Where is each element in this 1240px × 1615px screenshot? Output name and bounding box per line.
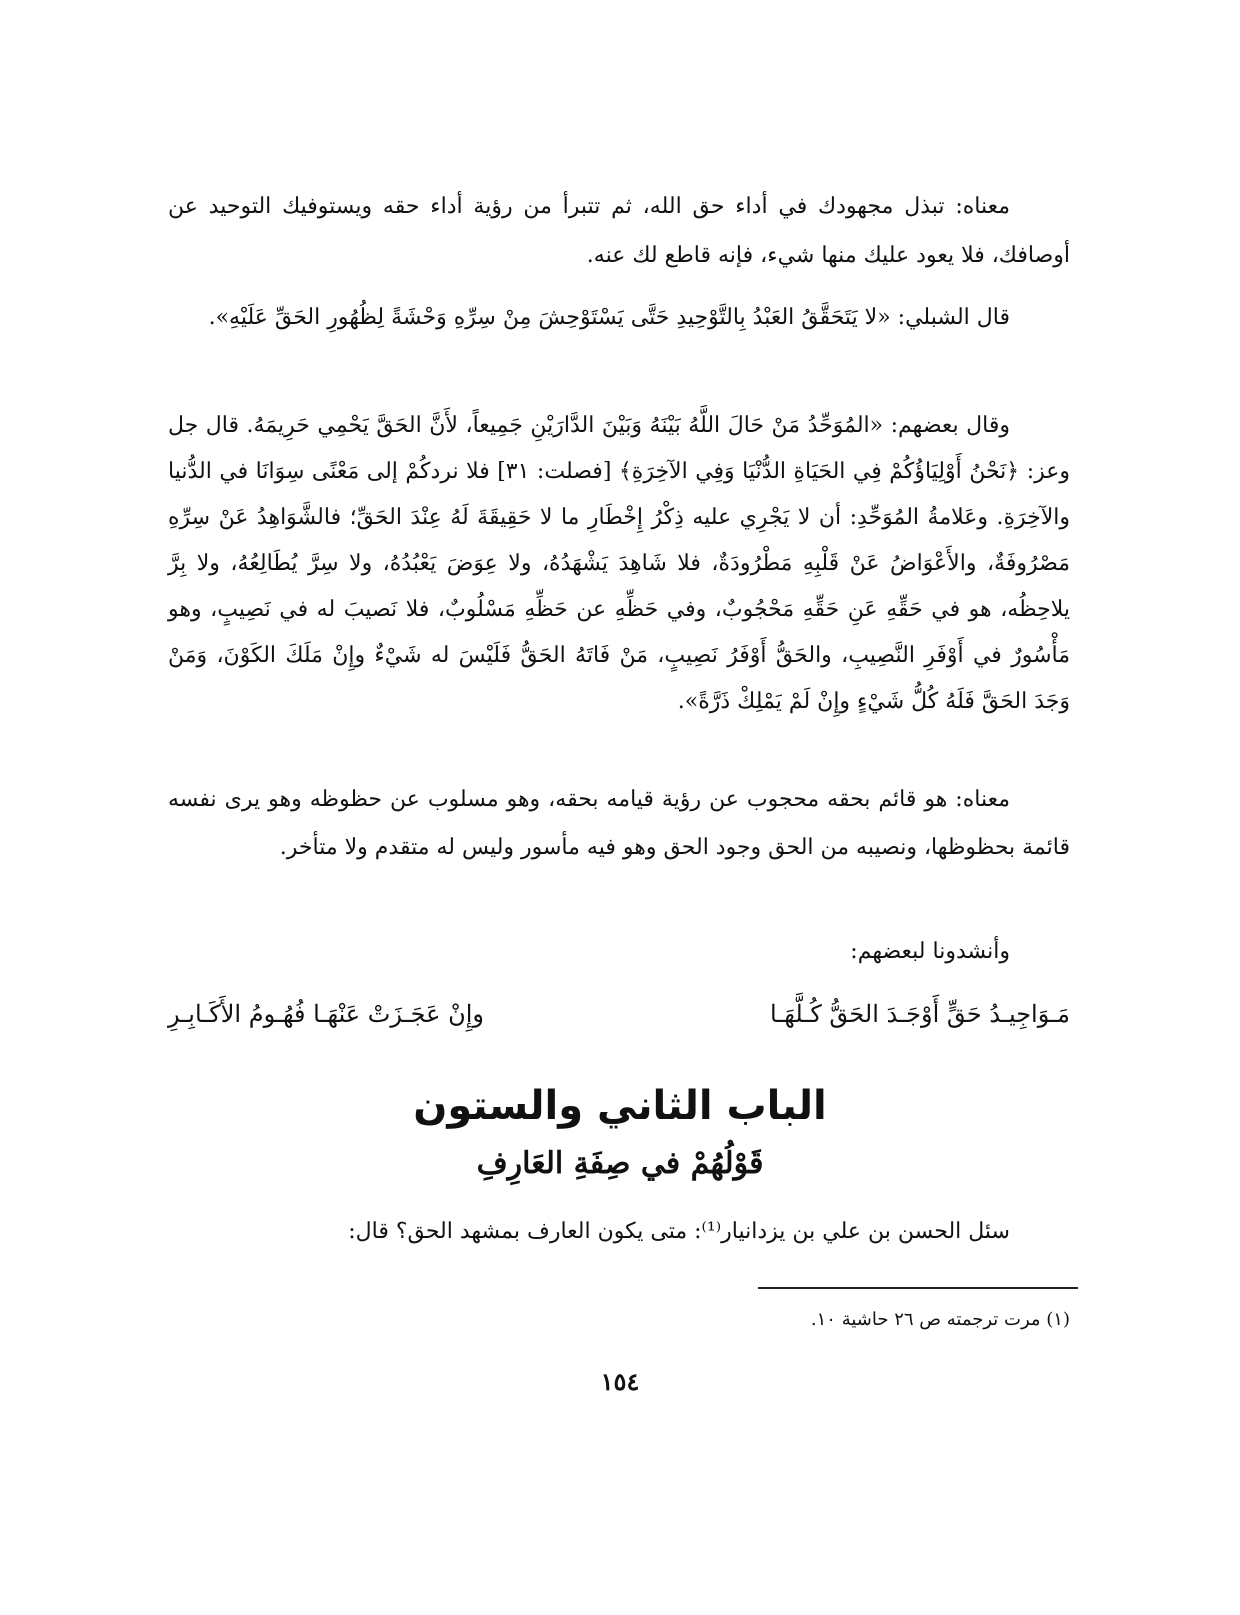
paragraph-poem-intro: وأنشدونا لبعضهم: — [850, 939, 1010, 964]
poem-verse — [168, 990, 1070, 1038]
footnote-divider — [758, 1287, 1078, 1289]
paragraph-question: سئل الحسن بن علي بن يزدانيار⁽¹⁾: متى يكون العارف بمشهد الحق؟ قال: — [348, 1219, 1010, 1244]
chapter-subtitle: قَوْلُهُمْ في صِفَةِ العَارِفِ — [476, 1146, 764, 1181]
chapter-title: الباب الثاني والستون — [413, 1083, 827, 1129]
paragraph-meaning-1: معناه: تبذل مجهودك في أداء حق الله، ثم تتبرأ من رؤية أداء حقه ويستوفيك التوحيد عن أوصافك، فلا يعود عليك منها شيء، فإنه قاطع لك عنه. — [168, 194, 1070, 268]
footnote: (١) مرت ترجمته ص ٢٦ حاشية ١٠. — [810, 1309, 1070, 1330]
paragraph-meaning-2: معناه: هو قائم بحقه محجوب عن رؤية قيامه بحقه، وهو مسلوب عن حظوظه وهو يرى نفسه قائمة بحظوظها، ونصيبه من الحق وجود الحق وهو فيه مأسور وليس له متقدم ولا متأخر. — [168, 787, 1070, 860]
paragraph-shibli-quote: قال الشبلي: «لا يَتَحَقَّقُ العَبْدُ بِالتَّوْحِيدِ حَتَّى يَسْتَوْحِشَ مِنْ سِرِّهِ وَحْشَةً لِظُهُورِ الحَقِّ عَلَيْهِ». — [208, 305, 1010, 330]
verse-second-hemistich: وإِنْ عَجَـزَتْ عَنْهَـا فُهُـومُ الأَكَـابِـرِ — [168, 1000, 484, 1028]
paragraph-muwahhid-quote: وقال بعضهم: «المُوَحِّدُ مَنْ حَالَ اللَّهُ بَيْنَهُ وَبَيْنَ الدَّارَيْنِ جَمِيعاً، لأَنَّ الحَقَّ يَحْمِي حَرِيمَهُ. قال جل وعز: ﴿نَحْنُ أَوْلِيَاؤُكُمْ فِي الحَيَاةِ الدُّنْيَا وَفِي الآخِرَةِ﴾ [فصلت: ٣١] فلا نردكُمْ إلى مَعْنًى سِوَانَا في الدُّنيا والآخِرَةِ. وعَلامةُ المُوَحِّدِ: أن لا يَجْرِي عليه ذِكْرُ إِخْطَارِ ما لا حَقِيقَةَ لَهُ عِنْدَ الحَقِّ؛ فالشَّوَاهِدُ عَنْ سِرِّهِ مَصْرُوفَةٌ، والأَعْوَاضُ عَنْ قَلْبِهِ مَطْرُودَةٌ، فلا شَاهِدَ يَشْهَدُهُ، ولا عِوَضَ يَعْبُدُهُ، ولا سِرَّ يُطَالِعُهُ، ولا بِرَّ يلاحِظُه، هو في حَقِّهِ عَنِ حَقِّهِ مَحْجُوبٌ، وفي حَظِّهِ عن حَظِّهِ مَسْلُوبٌ، فلا نَصيبَ له في نَصِيبٍ، وهو مَأْسُورٌ في أَوْفَرِ النَّصِيبِ، والحَقُّ أَوْفَرُ نَصِيبٍ، مَنْ فَاتَهُ الحَقُّ فَلَيْسَ له شَيْءٌ وإِنْ مَلَكَ الكَوْنَ، وَمَنْ وَجَدَ الحَقَّ فَلَهُ كُلُّ شَيْءٍ وإِنْ لَمْ يَمْلِكْ ذَرَّةً». — [168, 413, 1070, 714]
verse-first-hemistich: مَـوَاجِيـدُ حَقٍّ أَوْجَـدَ الحَقُّ كُـلَّهَـا — [769, 1000, 1070, 1028]
page-number: ١٥٤ — [600, 1367, 640, 1396]
